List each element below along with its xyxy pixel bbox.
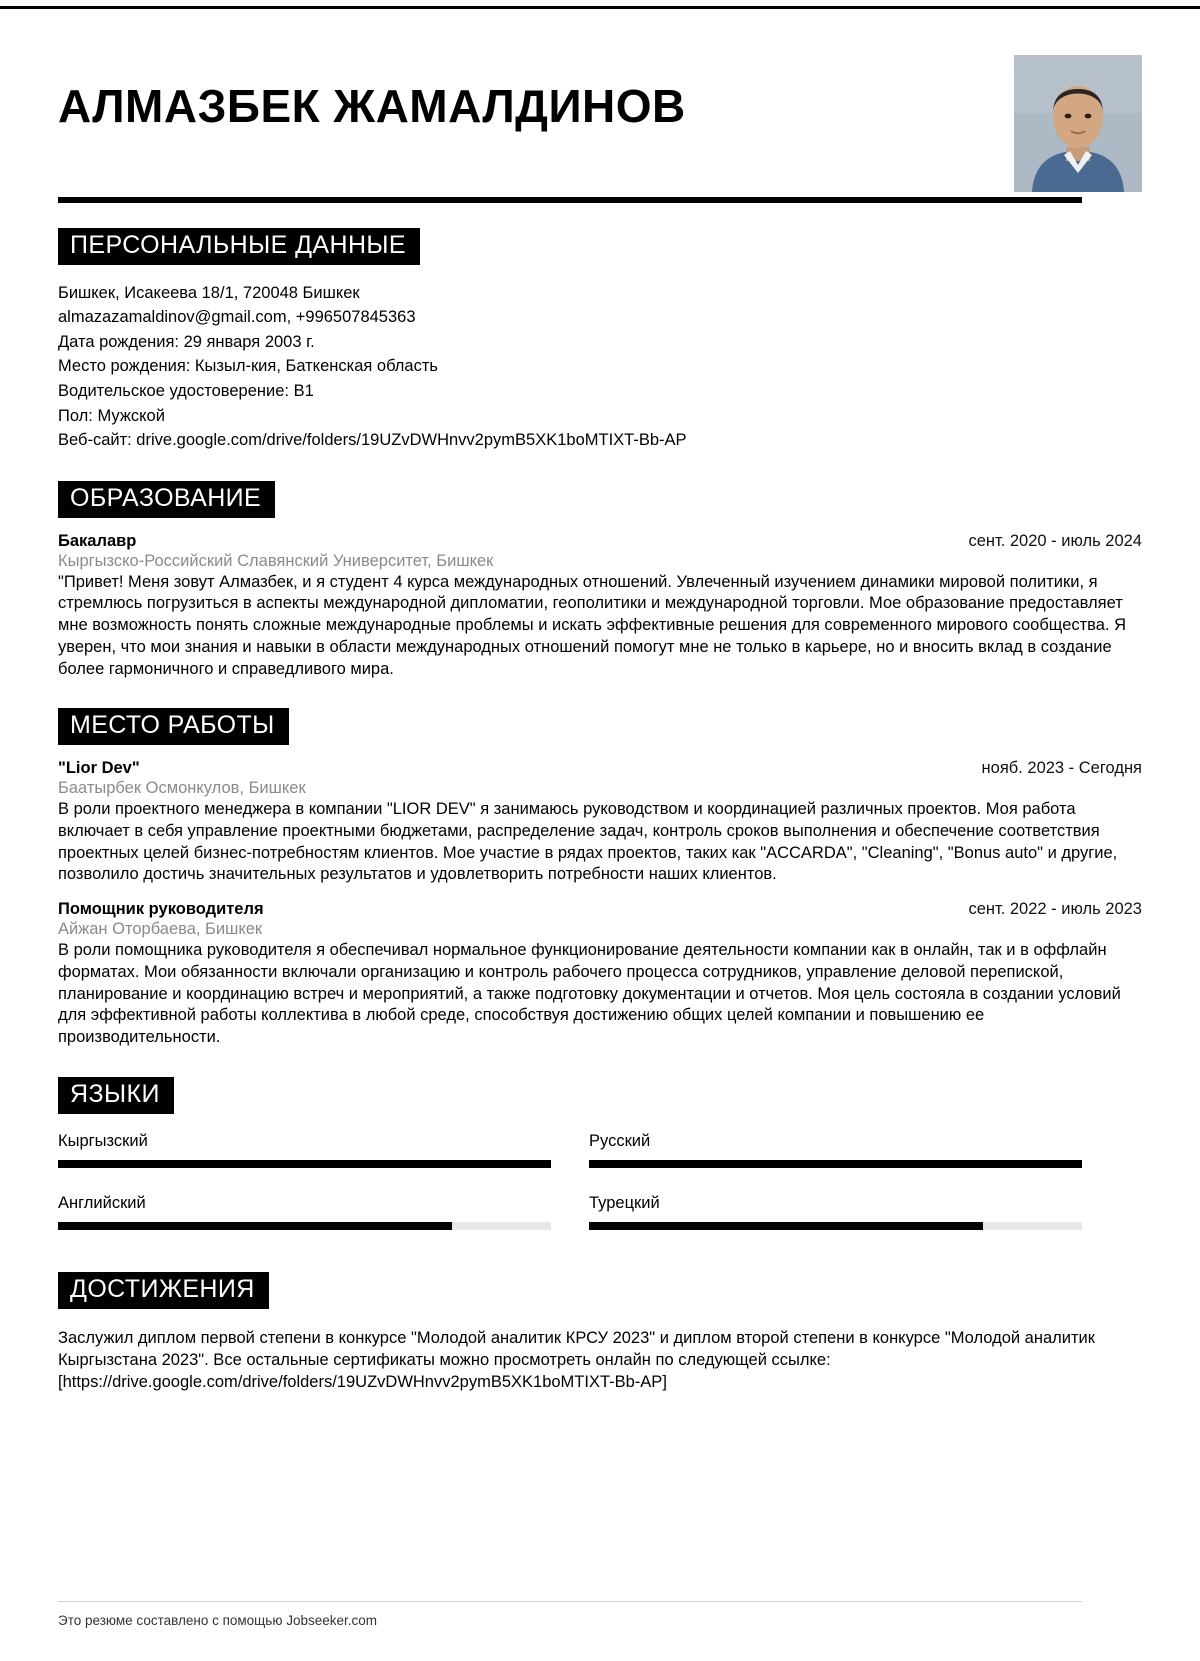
work-entry (58, 759, 1142, 886)
entry-title: Помощник руководителя (58, 900, 264, 919)
language-item (58, 1132, 551, 1168)
language-label: Кыргызский (58, 1131, 148, 1150)
achievements-text: Заслужил диплом первой степени в конкурсе "Молодой аналитик КРСУ 2023" и диплом второй степени в конкурсе "Молодой аналитик Кыргызстана 2023". Все остальные сертификаты можно просмотреть онлайн по следующей ссылке:[https://drive.google.com/drive/folders/19UZvDWHnvv2pymB5XK1boMTIXT-Bb-AP] (58, 1328, 1095, 1392)
language-label: Русский (589, 1131, 651, 1150)
section-heading-personal: ПЕРСОНАЛЬНЫЕ ДАННЫЕ (58, 228, 420, 265)
section-languages (58, 1077, 1142, 1230)
section-heading-languages: ЯЗЫКИ (58, 1077, 174, 1114)
entry-header-row (58, 900, 1142, 919)
section-work (58, 708, 1142, 1049)
personal-line: Пол: Мужской (58, 406, 165, 425)
personal-line: Водительское удостоверение: B1 (58, 382, 314, 401)
entry-date: сент. 2022 - июль 2023 (968, 900, 1142, 919)
personal-line: Веб-сайт: drive.google.com/drive/folders/19UZvDWHnvv2pymB5XK1boMTIXT-Bb-AP (58, 431, 687, 450)
header-divider (58, 197, 1082, 203)
entry-date: сент. 2020 - июль 2024 (968, 531, 1142, 550)
personal-details (58, 281, 1142, 453)
work-entry (58, 900, 1142, 1049)
entry-title: Бакалавр (58, 531, 137, 550)
section-heading-education: ОБРАЗОВАНИЕ (58, 481, 275, 518)
language-level-bar (58, 1222, 551, 1230)
language-level-bar (58, 1160, 551, 1168)
section-personal (58, 228, 1142, 453)
page-title: АЛМАЗБЕК ЖАМАЛДИНОВ (58, 80, 686, 132)
section-achievements (58, 1272, 1142, 1394)
languages-grid (58, 1132, 1142, 1230)
section-heading-work: МЕСТО РАБОТЫ (58, 708, 289, 745)
section-heading-achievements: ДОСТИЖЕНИЯ (58, 1272, 269, 1309)
language-level-bar (589, 1160, 1082, 1168)
footer-divider (58, 1601, 1082, 1602)
language-label: Английский (58, 1193, 146, 1212)
avatar (1014, 55, 1142, 192)
section-education (58, 481, 1142, 681)
entry-header-row (58, 532, 1142, 551)
language-item (589, 1132, 1082, 1168)
language-level-fill (589, 1160, 1082, 1168)
entry-date: нояб. 2023 - Сегодня (981, 759, 1142, 778)
entry-subtitle: Айжан Оторбаева, Бишкек (58, 920, 263, 939)
education-entry (58, 532, 1142, 681)
personal-line: Дата рождения: 29 января 2003 г. (58, 332, 315, 351)
page-footer (58, 1601, 1142, 1628)
entry-subtitle: Баатырбек Осмонкулов, Бишкек (58, 779, 306, 798)
entry-description: "Привет! Меня зовут Алмазбек, и я студент 4 курса международных отношений. Увлеченный изучением динамики мировой политики, я стремлюсь погрузиться в аспекты международной дипломатии, геополитики и международной торговли. Мое образование предоставляет мне возможность понять сложные международные проблемы и искать эффективные решения для современного мирового сообщества. Я уверен, что мои знания и навыки в области международных отношений помогут мне не только в карьере, но и вносить вклад в создание более гармоничного и справедливого мира. (58, 572, 1127, 678)
language-label: Турецкий (589, 1193, 660, 1212)
entry-description: В роли помощника руководителя я обеспечивал нормальное функционирование деятельности компании как в онлайн, так и в оффлайн форматах. Мои обязанности включали организацию и контроль рабочего процесса сотрудников, управление деловой перепиской, планирование и координацию встреч и мероприятий, а также подготовку документации и отчетов. Моя цель состояла в создании условий для эффективной работы коллектива в любой среде, способствуя достижению общих целей компании и повышению ее производительности. (58, 941, 1121, 1047)
language-level-bar (589, 1222, 1082, 1230)
entry-subtitle: Кыргызско-Российский Славянский Университет, Бишкек (58, 551, 494, 570)
language-item (58, 1194, 551, 1230)
language-item (589, 1194, 1082, 1230)
language-level-fill (58, 1160, 551, 1168)
footer-note: Это резюме составлено с помощью Jobseeker.com (58, 1613, 377, 1628)
personal-line: Бишкек, Исакеева 18/1, 720048 Бишкек (58, 283, 360, 302)
entry-title: "Lior Dev" (58, 759, 140, 778)
language-level-fill (58, 1222, 452, 1230)
entry-description: В роли проектного менеджера в компании "LIOR DEV" я занимаюсь руководством и координацией различных проектов. Моя работа включает в себя управление проектными бюджетами, распределение задач, контроль сроков выполнения и обеспечение соответствия проектных целей бизнес-потребностям клиентов. Мое участие в рядах проектов, таких как "ACCARDA", "Cleaning", "Bonus auto" и другие, позволило достичь значительных результатов и удовлетворить потребности наших клиентов. (58, 800, 1118, 884)
resume-header (58, 0, 1142, 200)
entry-header-row (58, 759, 1142, 778)
personal-line: almazazamaldinov@gmail.com, +996507845363 (58, 308, 416, 327)
personal-line: Место рождения: Кызыл-кия, Баткенская область (58, 357, 438, 376)
resume-content (58, 0, 1142, 1393)
language-level-fill (589, 1222, 983, 1230)
